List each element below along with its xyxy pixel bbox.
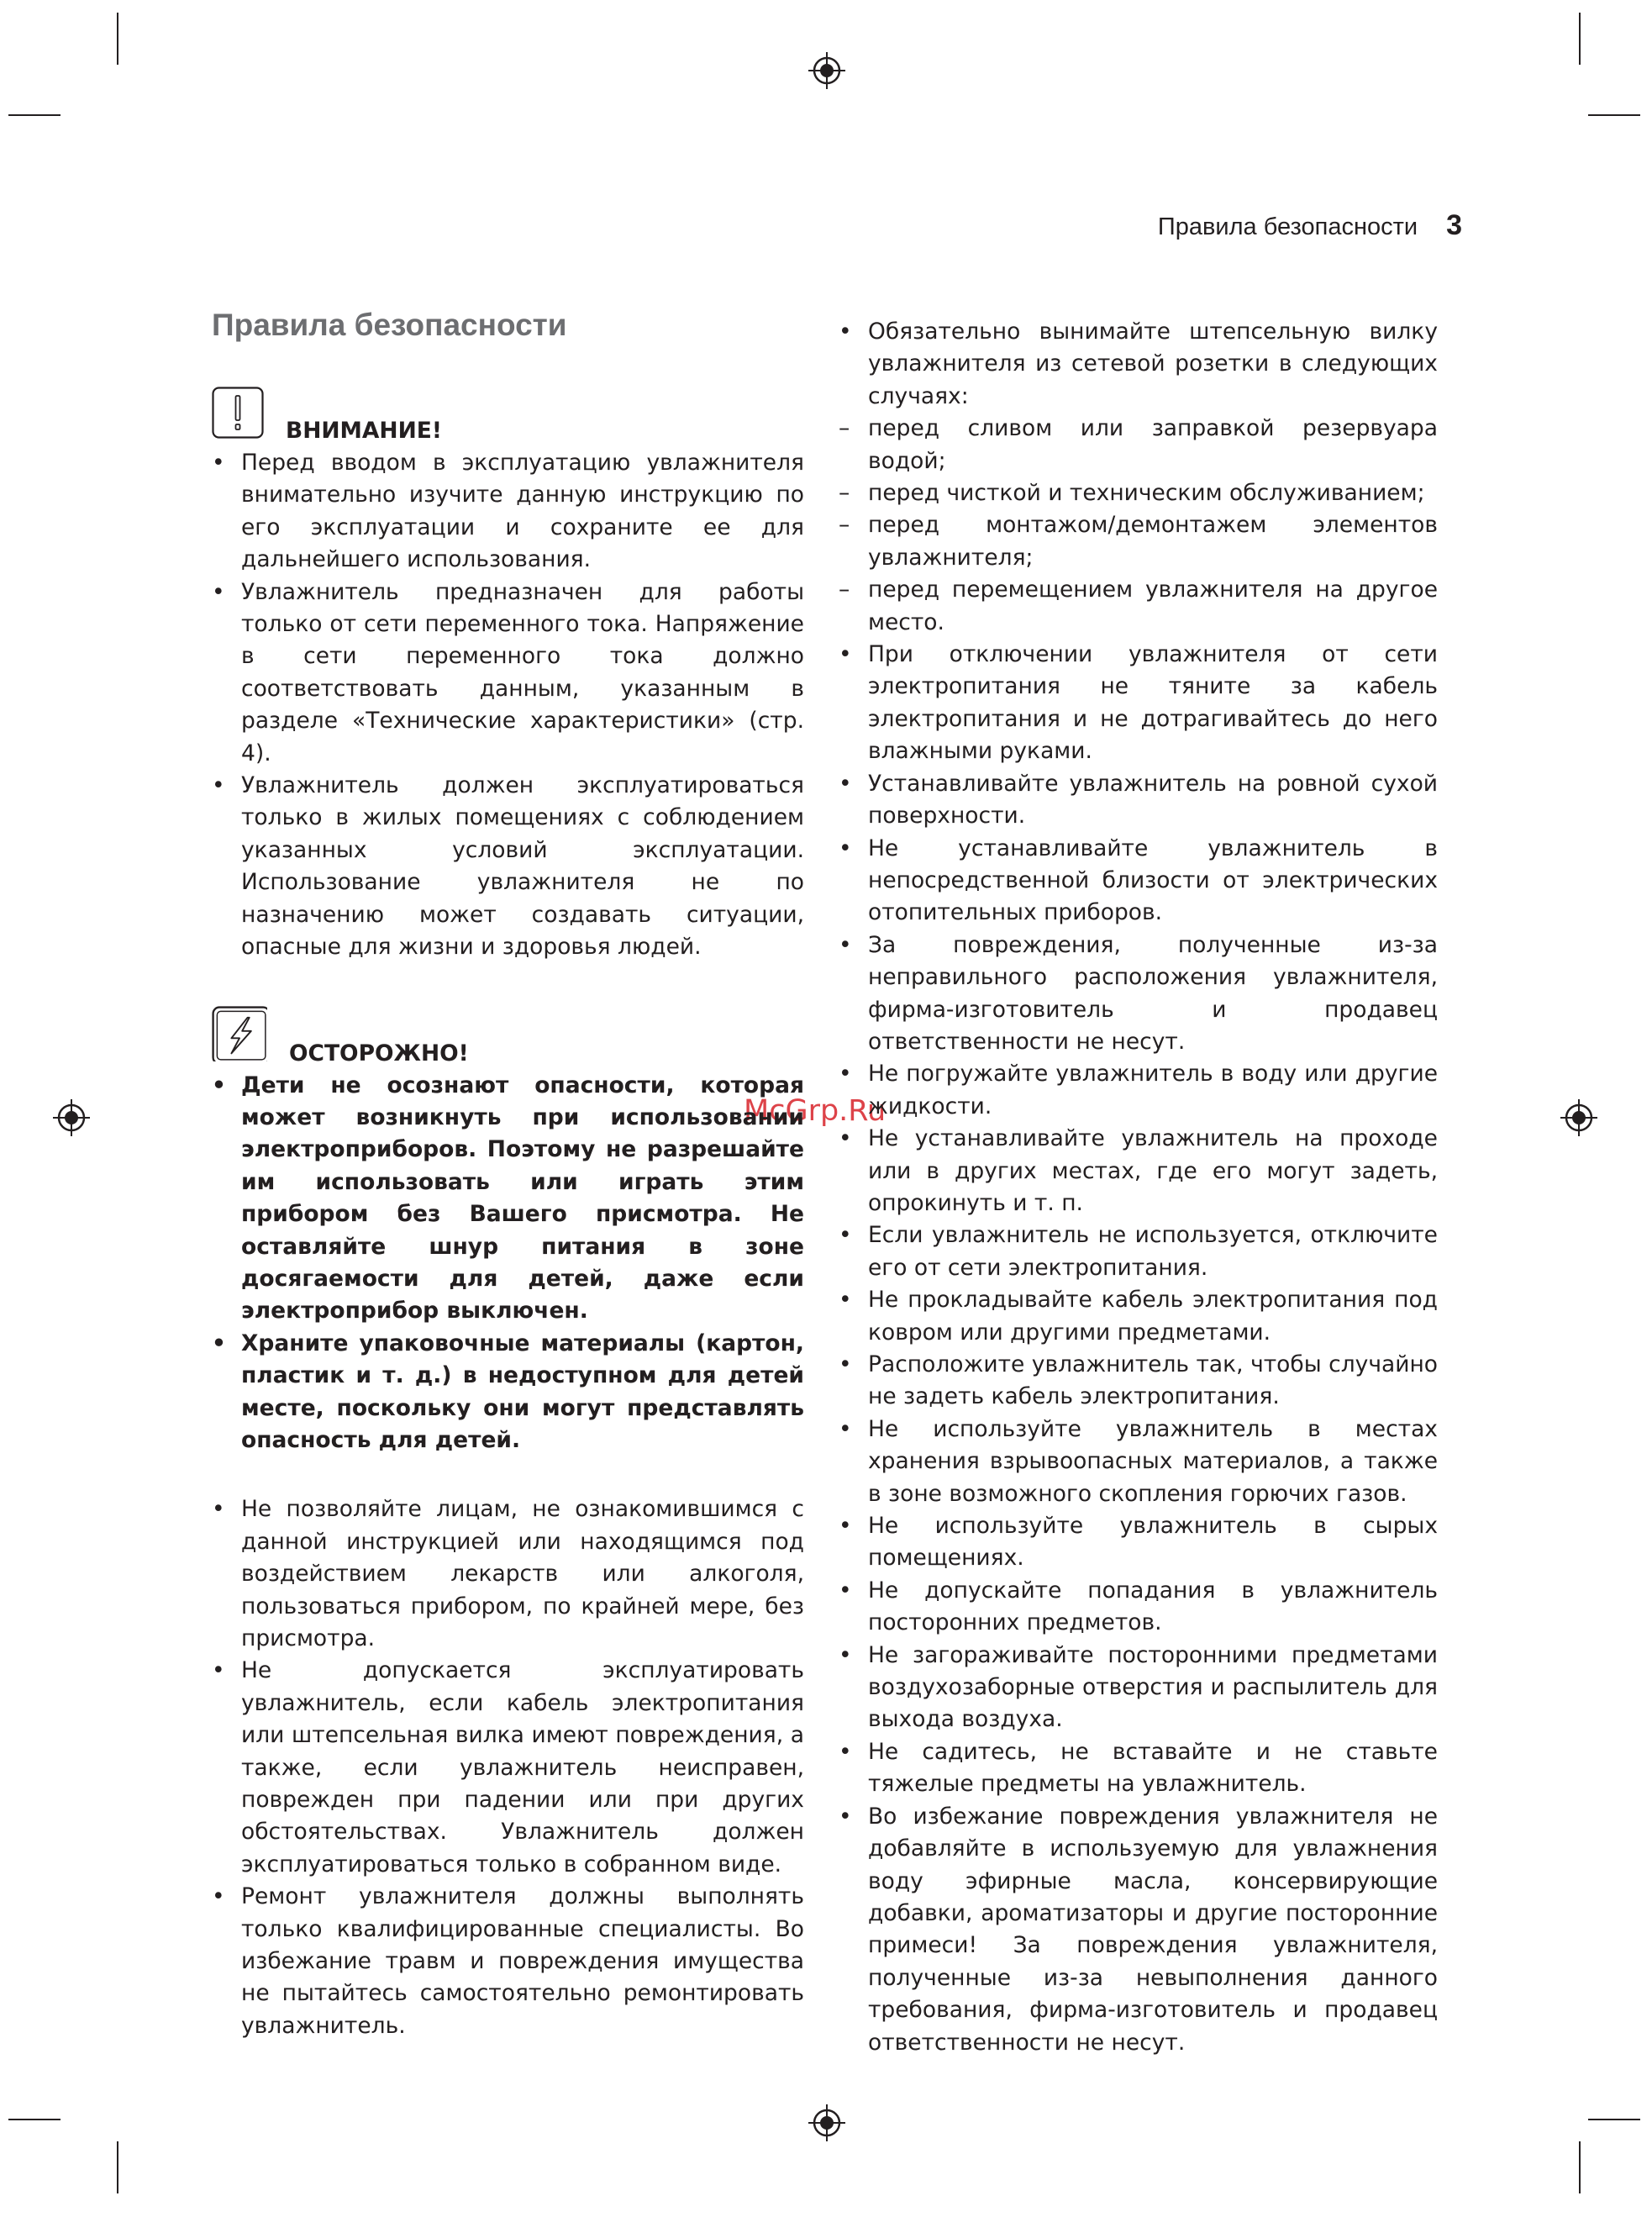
list-item: • Дети не осознают опасности, которая может возникнуть при использовании электроприборов. Поэтому не разрешайте им использовать или играть этим прибором без Вашего присмотра. Не оставляйте шнур питания в зоне досягаемости для детей, даже если электроприбор выключен. bbox=[212, 1070, 804, 1328]
list-item: • Не загораживайте посторонними предметами воздухозаборные отверстия и распылитель для выхода воздуха. bbox=[839, 1640, 1438, 1736]
list-item: • Если увлажнитель не используется, отключите его от сети электропитания. bbox=[839, 1219, 1438, 1284]
bullet-marker: • bbox=[839, 641, 852, 668]
list-item: • Расположите увлажнитель так, чтобы случайно не задеть кабель электропитания. bbox=[839, 1349, 1438, 1414]
list-item: – перед сливом или заправкой резервуара водой; bbox=[839, 413, 1438, 477]
bullet-marker: • bbox=[212, 772, 225, 799]
bullet-marker: • bbox=[212, 578, 225, 605]
left-column bbox=[212, 303, 804, 2042]
list-item: • Обязательно вынимайте штепсельную вилку увлажнителя из сетевой розетки в следующих случаях: bbox=[839, 316, 1438, 413]
crop-mark bbox=[1588, 2119, 1640, 2120]
bullet-marker: • bbox=[839, 1061, 852, 1087]
bullet-marker: • bbox=[212, 1496, 225, 1523]
crop-mark bbox=[8, 2119, 61, 2120]
exclamation-warning-icon bbox=[212, 387, 264, 439]
list-item: • Увлажнитель должен эксплуатироваться только в жилых помещениях с соблюдением указанных условий эксплуатации. Использование увлажнителя не по назначению может создавать ситуации, опасные для жизни и здоровья людей. bbox=[212, 770, 804, 963]
registration-mark-icon bbox=[808, 2104, 845, 2141]
bullet-marker: • bbox=[839, 770, 852, 797]
list-item: • За повреждения, полученные из-за неправильного расположения увлажнителя, фирма-изготовитель и продавец ответственности не несут. bbox=[839, 929, 1438, 1059]
list-item: • Перед вводом в эксплуатацию увлажнителя внимательно изучите данную инструкцию по его эксплуатации и сохраните ее для дальнейшего использования. bbox=[212, 447, 804, 577]
list-item: – перед монтажом/демонтажем элементов увлажнителя; bbox=[839, 509, 1438, 574]
bullet-marker: • bbox=[839, 1222, 852, 1249]
bullet-marker: • bbox=[839, 1513, 852, 1540]
list-item: – перед перемещением увлажнителя на другое место. bbox=[839, 574, 1438, 639]
crop-mark bbox=[117, 2141, 118, 2193]
warning-notice bbox=[212, 387, 804, 444]
bullet-marker: • bbox=[212, 1072, 226, 1098]
crop-mark bbox=[8, 114, 61, 116]
list-item: • Не используйте увлажнитель в сырых помещениях. bbox=[839, 1510, 1438, 1575]
page-number: 3 bbox=[1446, 209, 1462, 241]
registration-mark-icon bbox=[53, 1099, 90, 1136]
bullet-marker: • bbox=[839, 1351, 852, 1377]
list-item: • Не устанавливайте увлажнитель в непосредственной близости от электрических отопительных приборов. bbox=[839, 833, 1438, 929]
crop-mark bbox=[1579, 13, 1581, 65]
bullet-marker: • bbox=[212, 1883, 225, 1910]
bullet-marker: • bbox=[839, 835, 852, 861]
dash-marker: – bbox=[839, 415, 850, 442]
caution-notice bbox=[212, 1006, 804, 1066]
bullet-marker: • bbox=[839, 1738, 852, 1765]
list-item: • Не позволяйте лицам, не ознакомившимся с данной инструкцией или находящимся под воздействием лекарств или алкоголя, пользоваться прибором, по крайней мере, без присмотра. bbox=[212, 1493, 804, 1655]
electric-shock-icon bbox=[212, 1006, 267, 1061]
bullet-marker: • bbox=[839, 1415, 852, 1442]
list-item: • Увлажнитель предназначен для работы только от сети переменного тока. Напряжение в сети переменного тока должно соответствовать данным, указанным в разделе «Технические характеристики» (стр. 4). bbox=[212, 577, 804, 770]
section-title: Правила безопасности bbox=[212, 308, 567, 342]
bullet-marker: • bbox=[839, 1803, 852, 1830]
list-item: • Устанавливайте увлажнитель на ровной сухой поверхности. bbox=[839, 768, 1438, 833]
list-item: – перед чисткой и техническим обслуживанием; bbox=[839, 477, 1438, 509]
general-list bbox=[212, 1493, 804, 2042]
safety-list bbox=[839, 316, 1438, 2059]
dash-marker: – bbox=[839, 480, 850, 507]
list-item: • Не используйте увлажнитель в местах хранения взрывоопасных материалов, а также в зоне возможного скопления горючих газов. bbox=[839, 1414, 1438, 1510]
list-item: • Не допускается эксплуатировать увлажнитель, если кабель электропитания или штепсельная вилка имеют повреждения, а также, если увлажнитель неисправен, поврежден при падении или при других обстоятельствах. Увлажнитель должен эксплуатироваться только в собранном виде. bbox=[212, 1655, 804, 1881]
list-item: • Не допускайте попадания в увлажнитель посторонних предметов. bbox=[839, 1575, 1438, 1640]
list-item: • Не прокладывайте кабель электропитания под ковром или другими предметами. bbox=[839, 1284, 1438, 1349]
bullet-marker: • bbox=[839, 319, 852, 345]
crop-mark bbox=[117, 13, 118, 65]
running-header-title: Правила безопасности bbox=[1157, 213, 1418, 240]
caution-list bbox=[212, 1070, 804, 1457]
list-item: • Храните упаковочные материалы (картон, пластик и т. д.) в недоступном для детей месте, поскольку они могут представлять опасность для детей. bbox=[212, 1328, 804, 1457]
bullet-marker: • bbox=[839, 1287, 852, 1314]
bullet-marker: • bbox=[839, 1641, 852, 1668]
crop-mark bbox=[1579, 2141, 1581, 2193]
list-item: • Во избежание повреждения увлажнителя не добавляйте в используемую для увлажнения воду эфирные масла, консервирующие добавки, ароматизаторы и другие посторонние примеси! За повреждения увлажнителя, полученные из-за невыполнения данного требования, фирма-изготовитель и продавец ответственности не несут. bbox=[839, 1801, 1438, 2059]
watermark: McGrp.Ru bbox=[744, 1094, 887, 1128]
right-column bbox=[839, 316, 1438, 2059]
list-item: • Не садитесь, не вставайте и не ставьте тяжелые предметы на увлажнитель. bbox=[839, 1736, 1438, 1801]
list-item: • Не устанавливайте увлажнитель на проходе или в других местах, где его могут задеть, опрокинуть и т. п. bbox=[839, 1123, 1438, 1219]
crop-mark bbox=[1588, 114, 1640, 116]
running-header bbox=[992, 208, 1462, 244]
dash-marker: – bbox=[839, 512, 850, 539]
dash-marker: – bbox=[839, 577, 850, 603]
list-item: • Ремонт увлажнителя должны выполнять только квалифицированные специалисты. Во избежание травм и повреждения имущества не пытайтесь самостоятельно ремонтировать увлажнитель. bbox=[212, 1881, 804, 2042]
bullet-marker: • bbox=[839, 931, 852, 958]
registration-mark-icon bbox=[1560, 1099, 1597, 1136]
list-item: • Не погружайте увлажнитель в воду или другие жидкости. bbox=[839, 1058, 1438, 1123]
warning-label: ВНИМАНИЕ! bbox=[286, 418, 442, 444]
warning-list bbox=[212, 447, 804, 964]
list-item: • При отключении увлажнителя от сети электропитания не тяните за кабель электропитания и не дотрагивайтесь до него влажными руками. bbox=[839, 639, 1438, 768]
bullet-marker: • bbox=[839, 1577, 852, 1603]
bullet-marker: • bbox=[212, 450, 225, 476]
caution-label: ОСТОРОЖНО! bbox=[289, 1040, 469, 1066]
bullet-marker: • bbox=[212, 1330, 226, 1356]
bullet-marker: • bbox=[839, 1125, 852, 1152]
registration-mark-icon bbox=[808, 52, 845, 89]
bullet-marker: • bbox=[212, 1657, 225, 1684]
